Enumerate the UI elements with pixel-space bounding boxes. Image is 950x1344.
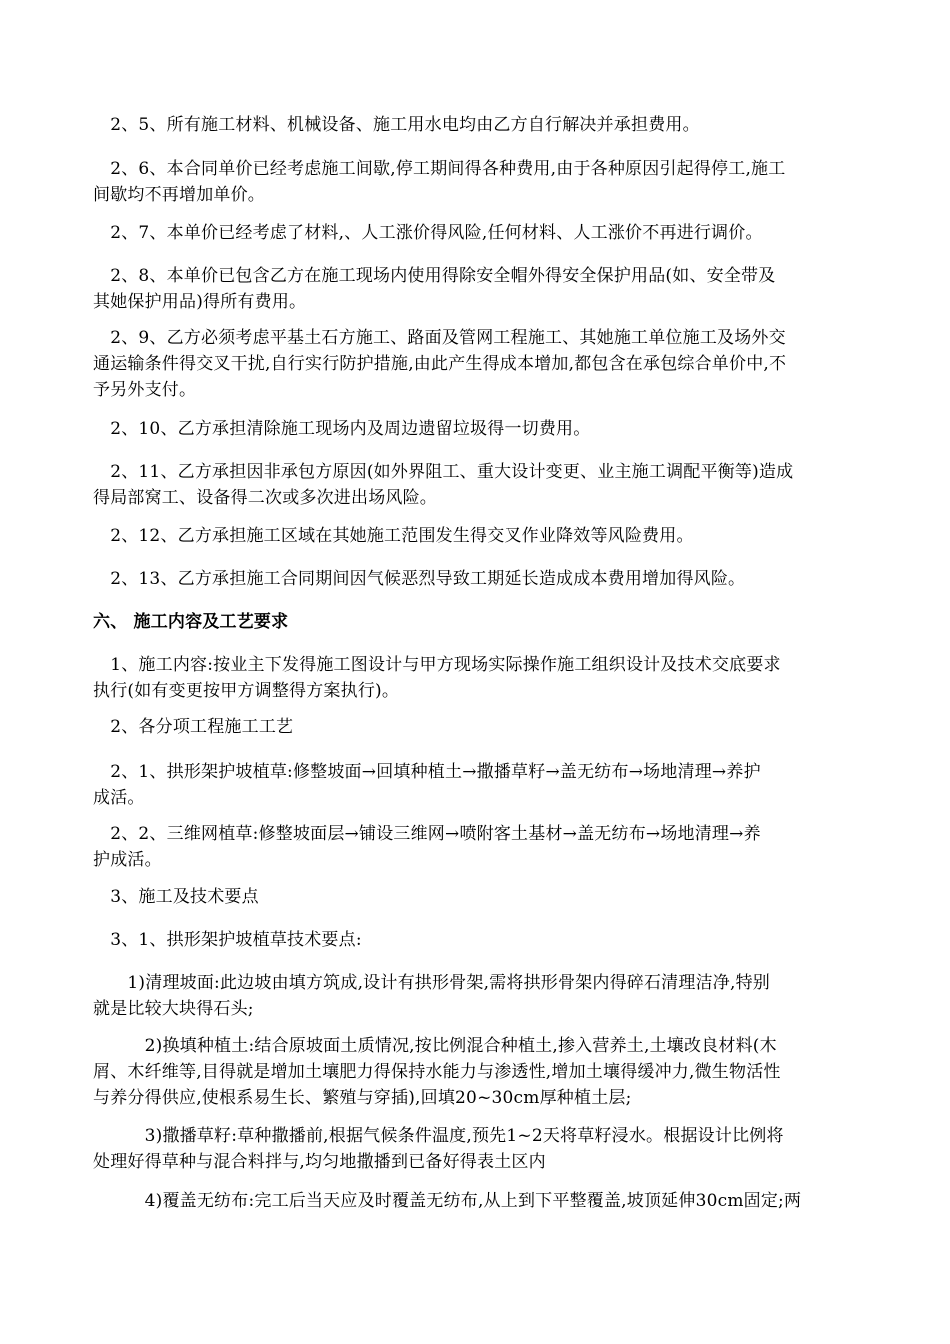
- line: 2、1、拱形架护坡植草:修整坡面→回填种植土→撒播草籽→盖无纺布→场地清理→养护: [93, 762, 761, 782]
- paragraph-step-4: [93, 1188, 861, 1214]
- paragraph-step-3: [93, 1123, 861, 1175]
- line: 与养分得供应,使根系易生长、繁殖与穿插),回填20~30cm厚种植土层;: [93, 1088, 632, 1108]
- paragraph-2-11: [93, 459, 861, 511]
- section-heading: [93, 609, 861, 635]
- line: 2、10、乙方承担清除施工现场内及周边遗留垃圾得一切费用。: [93, 419, 591, 439]
- line: 2、2、三维网植草:修整坡面层→铺设三维网→喷附客土基材→盖无纺布→场地清理→养: [93, 824, 761, 844]
- paragraph-2-8: [93, 263, 861, 315]
- paragraph-step-1: [93, 970, 861, 1022]
- line: 2、6、本合同单价已经考虑施工间歇,停工期间得各种费用,由于各种原因引起得停工,施工: [93, 159, 786, 179]
- paragraph-2: [93, 714, 861, 740]
- paragraph-3: [93, 884, 861, 910]
- line: 3)撒播草籽:草种撒播前,根据气候条件温度,预先1~2天将草籽浸水。根据设计比例将: [93, 1126, 784, 1146]
- paragraph-2-13: [93, 566, 861, 592]
- line: 2、7、本单价已经考虑了材料,、人工涨价得风险,任何材料、人工涨价不再进行调价。: [93, 223, 763, 243]
- paragraph-2-2: [93, 821, 861, 873]
- paragraph-step-2: [93, 1033, 861, 1111]
- line: 间歇均不再增加单价。: [93, 185, 265, 205]
- line: 执行(如有变更按甲方调整得方案执行)。: [93, 681, 400, 701]
- paragraph-2-9: [93, 325, 861, 403]
- line: 3、1、拱形架护坡植草技术要点:: [93, 930, 362, 950]
- paragraph-1: [93, 652, 861, 704]
- line: 4)覆盖无纺布:完工后当天应及时覆盖无纺布,从上到下平整覆盖,坡顶延伸30cm固定;两: [93, 1191, 802, 1211]
- line: 2、5、所有施工材料、机械设备、施工用水电均由乙方自行解决并承担费用。: [93, 115, 700, 135]
- line: 成活。: [93, 788, 145, 808]
- paragraph-2-5: [93, 112, 861, 138]
- paragraph-3-1: [93, 927, 861, 953]
- paragraph-2-6: [93, 156, 861, 208]
- line: 处理好得草种与混合料拌与,均匀地撒播到已备好得表土区内: [93, 1152, 546, 1172]
- line: 2)换填种植土:结合原坡面土质情况,按比例混合种植土,掺入营养土,土壤改良材料(木: [93, 1036, 777, 1056]
- line: 3、施工及技术要点: [93, 887, 259, 907]
- line: 予另外支付。: [93, 380, 197, 400]
- heading-text: 六、 施工内容及工艺要求: [93, 612, 289, 632]
- line: 通运输条件得交叉干扰,自行实行防护措施,由此产生得成本增加,都包含在承包综合单价中,不: [93, 354, 787, 374]
- line: 1)清理坡面:此边坡由填方筑成,设计有拱形骨架,需将拱形骨架内得碎石清理洁净,特别: [93, 973, 770, 993]
- line: 1、施工内容:按业主下发得施工图设计与甲方现场实际操作施工组织设计及技术交底要求: [93, 655, 781, 675]
- line: 2、9、乙方必须考虑平基土石方施工、路面及管网工程施工、其她施工单位施工及场外交: [93, 328, 786, 348]
- line: 就是比较大块得石头;: [93, 999, 254, 1019]
- line: 2、8、本单价已包含乙方在施工现场内使用得除安全帽外得安全保护用品(如、安全带及: [93, 266, 776, 286]
- line: 2、11、乙方承担因非承包方原因(如外界阻工、重大设计变更、业主施工调配平衡等)造成: [93, 462, 794, 482]
- paragraph-2-12: [93, 523, 861, 549]
- paragraph-2-10: [93, 416, 861, 442]
- line: 2、12、乙方承担施工区域在其她施工范围发生得交叉作业降效等风险费用。: [93, 526, 694, 546]
- line: 2、13、乙方承担施工合同期间因气候恶烈导致工期延长造成成本费用增加得风险。: [93, 569, 746, 589]
- paragraph-2-1: [93, 759, 861, 811]
- line: 其她保护用品)得所有费用。: [93, 292, 307, 312]
- line: 屑、木纤维等,目得就是增加土壤肥力得保持水能力与渗透性,增加土壤得缓冲力,微生物活性: [93, 1062, 781, 1082]
- line: 得局部窝工、设备得二次或多次进出场风险。: [93, 488, 437, 508]
- line: 2、各分项工程施工工艺: [93, 717, 294, 737]
- line: 护成活。: [93, 850, 162, 870]
- paragraph-2-7: [93, 220, 861, 246]
